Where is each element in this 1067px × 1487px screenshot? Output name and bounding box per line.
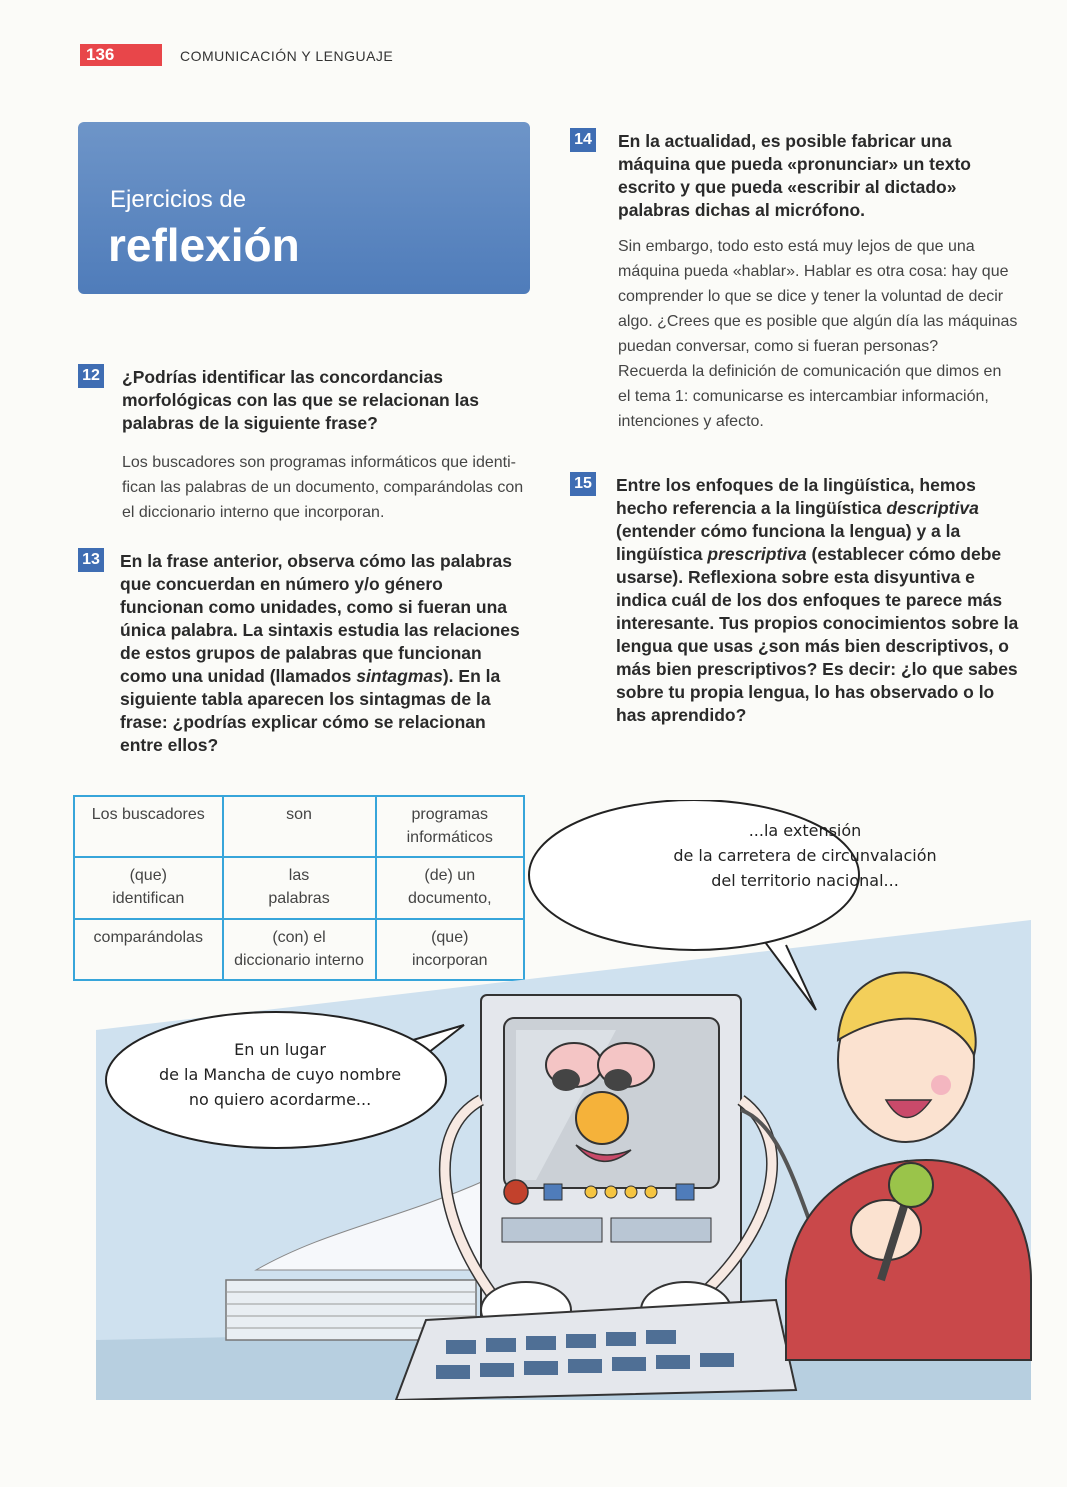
question-line: En la actualidad, es posible fabricar una: [618, 131, 952, 151]
question-line: funcionan como unidades, como si fueran una: [120, 597, 507, 617]
exercise-15-question: [616, 474, 1018, 727]
question-line: Entre los enfoques de la lingüística, hemos: [616, 475, 976, 495]
question-text: lingüística: [616, 544, 708, 564]
question-line: lengua que usas ¿son más bien descriptivos, o: [616, 636, 1009, 656]
cell-text: incorporan: [411, 951, 488, 969]
section-title-line2: reflexión: [108, 219, 300, 271]
question-line: indica cuál de los dos enfoques te parece más: [616, 590, 1003, 610]
cell-text: diccionario interno: [234, 951, 364, 969]
question-line: [616, 543, 1018, 566]
term-prescriptiva: prescriptiva: [707, 544, 807, 564]
question-line: [616, 497, 1018, 520]
bubble-line: de la Mancha de cuyo nombre: [158, 1065, 402, 1084]
question-line: [120, 665, 520, 688]
question-line: máquina que pueda «pronunciar» un texto: [618, 154, 971, 174]
speech-bubble-person-text: [640, 818, 970, 893]
bubble-line: de la carretera de circunvalación: [673, 846, 937, 865]
text-line: comprender lo que se dice y tener la voluntad de decir: [618, 288, 1004, 305]
text-line: fican las palabras de un documento, comparándolas con: [122, 479, 524, 496]
cell-text: palabras: [268, 890, 330, 908]
question-text: como una unidad (llamados: [120, 666, 357, 686]
running-head: COMUNICACIÓN Y LENGUAJE: [180, 48, 394, 64]
text-line: el tema 1: comunicarse es intercambiar información,: [618, 388, 989, 405]
question-text: ). En la: [442, 666, 501, 686]
cell-text: Los buscadores: [91, 806, 205, 823]
exercise-14-question: [618, 130, 971, 222]
exercise-number-15: 15: [570, 472, 596, 496]
cell-text: programas: [411, 806, 488, 823]
exercise-number-14: 14: [570, 128, 596, 152]
question-line: siguiente tabla aparecen los sintagmas de la: [120, 689, 491, 709]
bubble-line: ...la extensión: [748, 821, 862, 840]
question-line: usarse). Reflexiona sobre esta disyuntiva e: [616, 567, 975, 587]
page-number: 136: [80, 44, 162, 66]
speech-bubble-computer-text: [120, 1037, 440, 1112]
cell-text: informáticos: [406, 829, 493, 846]
question-line: En la frase anterior, observa cómo las palabras: [120, 551, 512, 571]
text-line: Los buscadores son programas informáticos que identi-: [122, 454, 516, 471]
exercise-13-question: [120, 550, 520, 757]
cell-text: (que): [129, 867, 167, 885]
cell-text: (con) el: [272, 928, 326, 946]
section-title-line1: Ejercicios de: [110, 186, 247, 213]
question-text: hecho referencia a la lingüística: [616, 498, 887, 518]
question-line: palabras dichas al micrófono.: [618, 200, 866, 220]
question-text: (establecer cómo debe: [806, 544, 1002, 564]
exercise-12-question: [122, 366, 479, 435]
text-line: Recuerda la definición de comunicación que dimos en: [618, 363, 1002, 380]
text-line: puedan conversar, como si fueran personas?: [618, 338, 939, 355]
question-line: (entender cómo funciona la lengua) y a la: [616, 521, 961, 541]
question-line: has aprendido?: [616, 705, 747, 725]
cell-text: identifican: [112, 890, 185, 908]
question-line: morfológicas con las que se relacionan las: [122, 390, 479, 410]
cell-text: son: [286, 806, 312, 823]
question-line: de estos grupos de palabras que funcionan: [120, 643, 482, 663]
question-line: palabras de la siguiente frase?: [122, 413, 378, 433]
term-descriptiva: descriptiva: [886, 498, 979, 518]
section-title-box: [78, 122, 530, 294]
question-line: más bien prescriptivos? Es decir: ¿lo que sabes: [616, 659, 1018, 679]
text-line: intenciones y afecto.: [618, 413, 764, 430]
text-line: máquina pueda «hablar». Hablar es otra cosa: hay que: [618, 263, 1009, 280]
cell-text: documento,: [407, 890, 492, 908]
exercise-12-sentence: [122, 450, 523, 525]
question-line: única palabra. La sintaxis estudia las relaciones: [120, 620, 520, 640]
term-sintagmas: sintagmas: [356, 666, 443, 686]
text-line: Sin embargo, todo esto está muy lejos de que una: [618, 238, 975, 255]
cell-text: (de) un: [424, 867, 476, 885]
bubble-line: no quiero acordarme...: [188, 1090, 372, 1109]
exercise-number-12: 12: [78, 364, 104, 388]
bubble-line: del territorio nacional...: [711, 871, 899, 890]
cell-text: las: [288, 867, 310, 885]
question-line: escrito y que pueda «escribir al dictado»: [618, 177, 957, 197]
question-line: interesante. Tus propios conocimientos sobre la: [616, 613, 1019, 633]
cell-text: (que): [431, 928, 469, 946]
question-line: sobre tu propia lengua, lo has observado o lo: [616, 682, 995, 702]
question-line: entre ellos?: [120, 735, 219, 755]
bubble-line: En un lugar: [234, 1040, 326, 1059]
question-line: frase: ¿podrías explicar cómo se relacionan: [120, 712, 486, 732]
exercise-number-13: 13: [78, 548, 104, 572]
text-line: algo. ¿Crees que es posible que algún día las máquinas: [618, 313, 1018, 330]
question-line: ¿Podrías identificar las concordancias: [122, 367, 443, 387]
exercise-14-text: [618, 234, 1017, 434]
cell-text: comparándolas: [93, 928, 203, 946]
text-line: el diccionario interno que incorporan.: [122, 504, 385, 521]
question-line: que concuerdan en número y/o género: [120, 574, 443, 594]
